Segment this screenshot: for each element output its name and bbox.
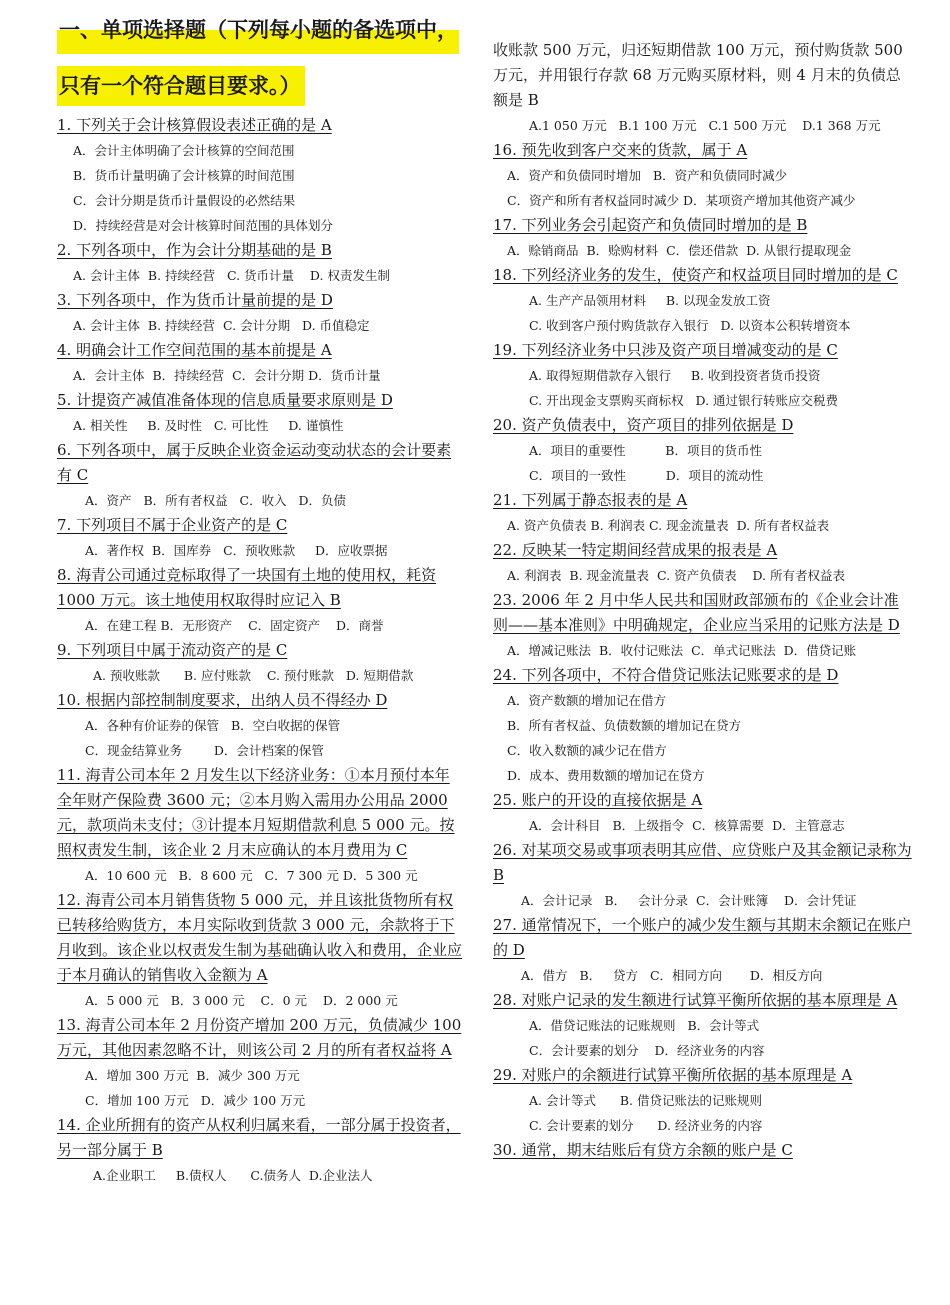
answer-options: A. 会计等式 B. 借贷记账法的记账规则	[529, 1093, 762, 1108]
answer-options: A．会计科目 B．上级指令 C．核算需要 D．主管意志	[529, 818, 845, 833]
question-item	[57, 288, 462, 338]
question-item	[493, 488, 913, 538]
heading-line-1: 一、单项选择题（下列每小题的备选项中，	[57, 30, 459, 54]
question-text: 12. 海青公司本月销售货物 5 000 元，并且该批货物所有权已转移给购货方，本月实际收到货款 3 000 元，余款将于下月收到。该企业以权责发生制为基础确认收入和费用，企业应于本月确认的销售收入金额为 A	[57, 891, 463, 984]
answer-options: D．持续经营是对会计核算时间范围的具体划分	[73, 218, 334, 233]
question-item	[57, 1113, 462, 1188]
question-continuation: 收账款 500 万元，归还短期借款 100 万元，预付购货款 500 万元，并用银行存款 68 万元购买原材料，则 4 月末的负债总额是 B	[493, 41, 903, 109]
answer-options: A. 会计主体 B. 持续经营 C. 会计分期 D. 币值稳定	[73, 318, 370, 333]
answer-options: C．增加 100 万元 D．减少 100 万元	[85, 1093, 306, 1108]
question-text: 16. 预先收到客户交来的货款，属于 A	[493, 141, 748, 159]
question-text: 18. 下列经济业务的发生，使资产和权益项目同时增加的是 C	[493, 266, 898, 284]
question-item	[57, 513, 462, 563]
question-item	[493, 1063, 913, 1138]
question-text: 2. 下列各项中，作为会计分期基础的是 B	[57, 241, 332, 259]
answer-options: C．会计分期是货币计量假设的必然结果	[73, 193, 296, 208]
question-text: 8. 海青公司通过竞标取得了一块国有土地的使用权，耗资 1000 万元。该土地使用权取得时应记入 B	[57, 566, 437, 609]
answer-options: B．所有者权益、负债数额的增加记在贷方	[507, 718, 742, 733]
question-text: 24. 下列各项中，不符合借贷记账法记账要求的是 D	[493, 666, 839, 684]
question-text: 10. 根据内部控制制度要求，出纳人员不得经办 D	[57, 691, 388, 709]
question-text: 5. 计提资产减值准备体现的信息质量要求原则是 D	[57, 391, 393, 409]
question-text: 21. 下列属于静态报表的是 A	[493, 491, 688, 509]
question-item	[493, 588, 913, 663]
question-item	[493, 538, 913, 588]
question-text: 25. 账户的开设的直接依据是 A	[493, 791, 703, 809]
question-text: 14. 企业所拥有的资产从权利归属来看，一部分属于投资者，另一部分属于 B	[57, 1116, 461, 1159]
question-text: 3. 下列各项中，作为货币计量前提的是 D	[57, 291, 333, 309]
answer-options: C．项目的一致性 D．项目的流动性	[529, 468, 764, 483]
question-item	[57, 113, 462, 238]
answer-options: B．货币计量明确了会计核算的时间范围	[73, 168, 295, 183]
answer-options: A．借方 B． 贷方 C．相同方向 D．相反方向	[521, 968, 823, 983]
answer-options: D．成本、费用数额的增加记在贷方	[507, 768, 705, 783]
question-item	[493, 213, 913, 263]
question-item	[57, 338, 462, 388]
answer-options: A．赊销商品 B．赊购材料 C．偿还借款 D. 从银行提取现金	[507, 243, 852, 258]
question-item	[493, 913, 913, 988]
question-text: 17. 下列业务会引起资产和负债同时增加的是 B	[493, 216, 808, 234]
question-item	[493, 838, 913, 913]
answer-options: A. 取得短期借款存入银行 B. 收到投资者货币投资	[529, 368, 821, 383]
answer-options: A.企业职工 B.债权人 C.债务人 D.企业法人	[93, 1168, 373, 1183]
answer-options: A．5 000 元 B．3 000 元 C．0 元 D．2 000 元	[85, 993, 398, 1008]
question-item	[493, 663, 913, 788]
question-text: 30. 通常，期末结账后有贷方余额的账户是 C	[493, 1141, 793, 1159]
question-item	[57, 1013, 462, 1113]
heading-line-2: 只有一个符合题目要求。）	[57, 66, 305, 106]
question-text: 29. 对账户的余额进行试算平衡所依据的基本原理是 A	[493, 1066, 853, 1084]
question-text: 28. 对账户记录的发生额进行试算平衡所依据的基本原理是 A	[493, 991, 898, 1009]
answer-options: A．会计主体明确了会计核算的空间范围	[73, 143, 295, 158]
answer-options: C．现金结算业务 D．会计档案的保管	[85, 743, 324, 758]
answer-options: A. 利润表 B. 现金流量表 C. 资产负债表 D. 所有者权益表	[507, 568, 845, 583]
question-text: 9. 下列项目中属于流动资产的是 C	[57, 641, 288, 659]
answer-options: A．著作权 B．国库券 C．预收账款 D．应收票据	[85, 543, 388, 558]
question-item	[493, 38, 913, 138]
left-question-list	[57, 113, 462, 1188]
question-text: 27. 通常情况下，一个账户的减少发生额与其期末余额记在账户的 D	[493, 916, 912, 959]
answer-options: A．10 600 元 B．8 600 元 C．7 300 元 D．5 300 元	[85, 868, 418, 883]
right-question-list	[493, 38, 913, 1163]
question-text: 22. 反映某一特定期间经营成果的报表是 A	[493, 541, 778, 559]
question-text: 13. 海青公司本年 2 月份资产增加 200 万元，负债减少 100 万元，其他因素忽略不计，则该公司 2 月的所有者权益将 A	[57, 1016, 462, 1059]
question-item	[57, 438, 462, 513]
question-item	[493, 138, 913, 213]
right-column	[493, 0, 913, 1163]
answer-options: A．资产数额的增加记在借方	[507, 693, 667, 708]
answer-options: A. 预收账款 B. 应付账款 C. 预付账款 D. 短期借款	[93, 668, 414, 683]
question-text: 23. 2006 年 2 月中华人民共和国财政部颁布的《企业会计准则——基本准则》中明确规定，企业应当采用的记账方法是 D	[493, 591, 900, 634]
question-item	[57, 888, 462, 1013]
answer-options: A．增减记账法 B．收付记账法 C．单式记账法 D．借贷记账	[507, 643, 857, 658]
answer-options: A. 生产产品领用材料 B. 以现金发放工资	[529, 293, 771, 308]
answer-options: C．收入数额的减少记在借方	[507, 743, 667, 758]
answer-options: C. 收到客户预付购货款存入银行 D. 以资本公积转增资本	[529, 318, 851, 333]
question-text: 7. 下列项目不属于企业资产的是 C	[57, 516, 288, 534]
answer-options: A．会计主体 B．持续经营 C．会计分期 D．货币计量	[73, 368, 381, 383]
section-heading	[57, 0, 462, 106]
answer-options: A. 相关性 B. 及时性 C. 可比性 D. 谨慎性	[73, 418, 344, 433]
answer-options: A．资产和负债同时增加 B．资产和负债同时减少	[507, 168, 788, 183]
question-text: 26. 对某项交易或事项表明其应借、应贷账户及其金额记录称为 B	[493, 841, 912, 884]
answer-options: A．借贷记账法的记账规则 B．会计等式	[529, 1018, 760, 1033]
question-item	[493, 788, 913, 838]
answer-options: A. 会计主体 B. 持续经营 C. 货币计量 D. 权责发生制	[73, 268, 390, 283]
question-text: 11. 海青公司本年 2 月发生以下经济业务：①本月预付本年全年财产保险费 3600 元；②本月购入需用办公用品 2000 元，款项尚未支付；③计提本月短期借款利息 5 000 元。按照权责发生制，该企业 2 月末应确认的本月费用为 C	[57, 766, 455, 859]
answer-options: A．项目的重要性 B．项目的货币性	[529, 443, 762, 458]
question-item	[57, 763, 462, 888]
question-item	[57, 563, 462, 638]
answer-options: A. 资产负债表 B. 利润表 C. 现金流量表 D. 所有者权益表	[507, 518, 830, 533]
question-text: 1. 下列关于会计核算假设表述正确的是 A	[57, 116, 332, 134]
answer-options: A．在建工程 B．无形资产 C．固定资产 D．商誉	[85, 618, 384, 633]
answer-options: C．资产和所有者权益同时减少 D．某项资产增加其他资产减少	[507, 193, 856, 208]
answer-options: C．会计要素的划分 D．经济业务的内容	[529, 1043, 765, 1058]
question-item	[493, 338, 913, 413]
question-item	[57, 638, 462, 688]
answer-options: A.1 050 万元 B.1 100 万元 C.1 500 万元 D.1 368 万元	[529, 118, 881, 133]
question-item	[57, 688, 462, 763]
answer-options: A．资产 B．所有者权益 C．收入 D．负债	[85, 493, 347, 508]
answer-options: A．会计记录 B． 会计分录 C．会计账簿 D．会计凭证	[521, 893, 857, 908]
question-item	[493, 988, 913, 1063]
question-text: 20. 资产负债表中，资产项目的排列依据是 D	[493, 416, 794, 434]
question-item	[493, 263, 913, 338]
answer-options: C. 开出现金支票购买商标权 D. 通过银行转账应交税费	[529, 393, 839, 408]
question-item	[57, 238, 462, 288]
answer-options: A．各种有价证券的保管 B．空白收据的保管	[85, 718, 341, 733]
question-item	[493, 1138, 913, 1163]
question-text: 19. 下列经济业务中只涉及资产项目增减变动的是 C	[493, 341, 838, 359]
question-text: 6. 下列各项中，属于反映企业资金运动变动状态的会计要素有 C	[57, 441, 452, 484]
left-column	[57, 0, 462, 1188]
question-item	[57, 388, 462, 438]
answer-options: A．增加 300 万元 B．减少 300 万元	[85, 1068, 300, 1083]
answer-options: C. 会计要素的划分 D. 经济业务的内容	[529, 1118, 763, 1133]
question-item	[493, 413, 913, 488]
question-text: 4. 明确会计工作空间范围的基本前提是 A	[57, 341, 332, 359]
